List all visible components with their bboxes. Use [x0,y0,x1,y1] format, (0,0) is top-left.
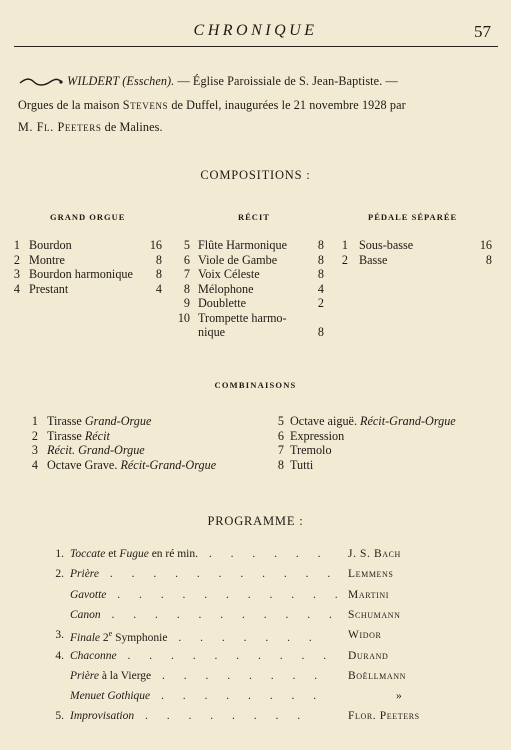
dot-leader: . . . . . . . . . . . [106,588,346,601]
intro-text: de Malines. [104,120,163,134]
work-detail: Symphonie [112,632,168,645]
page-number: 57 [474,22,491,41]
stop-number: 1 [341,238,348,252]
composer: » [396,690,403,703]
work-title: Finale [70,632,101,645]
stop-name: Basse [359,252,388,267]
stop-feet: 2 [317,296,324,310]
programme-number: 5. [55,710,64,723]
combination-item [290,443,332,458]
combination-label: Octave aiguë. [290,414,361,428]
programme-work [70,670,325,682]
combination-number: 4 [31,457,38,472]
combination-number: 1 [31,414,38,428]
composer: Schumann [348,608,401,621]
recit-heading: RÉCIT [238,212,270,222]
intro-line-3 [18,120,163,135]
combinaisons-title: COMBINAISONS [214,380,297,390]
stop-feet: 8 [155,267,162,281]
combination-item [47,458,216,473]
work-connector: à la Vierge [98,669,152,682]
programme-number: 1. [55,548,64,560]
programme-work [70,548,329,560]
stop-number: 7 [183,267,190,281]
stop-feet: 8 [317,238,324,252]
composer: Boëllmann [348,669,406,682]
stop-name: Bourdon [29,238,72,252]
combination-number: 3 [31,443,38,457]
work-title: Prière [70,669,99,682]
programme-work [70,609,340,621]
dot-leader: . . . . . . . [167,632,320,645]
stop-name: Prestant [29,281,69,296]
work-connector: et [105,548,117,560]
intro-line-2 [18,98,406,113]
combination-number: 7 [277,443,284,457]
combination-division: Grand-Orgue [84,414,152,428]
combination-label: Expression [290,428,345,443]
programme-number: 3. [55,629,64,642]
stop-feet: 8 [317,325,324,339]
stop-number: 2 [13,252,20,267]
work-title: Gavotte [70,588,107,601]
stop-feet: 4 [155,281,162,296]
stop-number: 6 [183,252,190,267]
work-title: Chaconne [70,649,117,662]
programme-number: 2. [55,568,64,581]
combination-item [47,414,151,429]
composer: Flor. Peeters [348,710,420,723]
combination-division: Récit. Grand-Orgue [47,443,145,457]
compositions-title: COMPOSITIONS : [200,168,311,182]
combination-label: Octave Grave. [47,457,121,472]
work-title: Fugue [116,548,149,560]
dot-leader: . . . . . . [198,548,329,560]
work-title: Menuet Gothique [70,690,151,703]
stop-feet: 4 [317,281,324,296]
combination-item [290,458,313,473]
intro-builder: Stevens [122,98,169,112]
composer: J. S. Bach [348,548,401,560]
dot-leader: . . . . . . . . [134,710,309,723]
stop-feet: 8 [317,252,324,267]
work-connector: 2e [100,629,113,645]
stop-feet: 16 [149,238,162,252]
dot-leader: . . . . . . . . [151,669,326,682]
composer: Lemmens [348,568,394,581]
combination-division: Récit [84,428,110,443]
stop-name: Montre [29,252,65,267]
stop-number: 1 [13,238,20,252]
programme-work [70,650,334,662]
combination-number: 8 [277,457,284,472]
programme-work [70,589,346,601]
programme-work [70,629,320,644]
combination-number: 2 [31,428,38,443]
combination-division: Récit-Grand-Orgue [120,457,217,472]
combination-number: 6 [277,428,284,443]
combination-label: Tirasse [47,414,85,428]
work-title: Canon [70,608,101,621]
dot-leader: . . . . . . . . [150,690,325,703]
combination-number: 5 [277,414,284,428]
work-title: Prière [70,568,99,581]
work-title: Improvisation [70,710,135,723]
dot-leader: . . . . . . . . . . . [98,568,339,581]
intro-place: WILDERT (Esschen). [67,74,175,88]
intro-line-1 [18,74,398,89]
combination-label: Tremolo [290,443,332,457]
programme-work [70,568,338,580]
stop-name: Sous-basse [359,238,414,252]
programme-title: PROGRAMME : [207,514,304,528]
stop-number: 3 [13,267,20,281]
work-title: Toccate [70,548,106,560]
dot-leader: . . . . . . . . . . [116,649,335,662]
intro-church: — Église Paroissiale de S. Jean-Baptiste. — [177,74,398,88]
stop-name: nique [198,325,226,339]
programme-number: 4. [55,649,64,662]
intro-text: de Duffel, inaugurées le 21 novembre 1928 par [171,98,406,112]
pedale-heading: PÉDALE SÉPARÉE [368,212,458,222]
composer: Widor [348,629,382,642]
stop-feet: 8 [485,252,492,267]
composer: Durand [348,649,389,662]
stop-name: Viole de Gambe [198,252,278,267]
running-header: CHRONIQUE [193,22,318,39]
dot-leader: . . . . . . . . . . . [100,608,340,621]
intro-text: Orgues de la maison [18,98,120,112]
stop-feet: 16 [479,238,492,252]
header-rule [14,46,498,47]
ornament-icon [18,76,64,88]
stop-name: Flûte Harmonique [198,238,288,252]
stop-number: 9 [183,296,190,310]
programme-work [70,710,308,722]
stop-number: 2 [341,252,348,267]
combination-item [290,414,456,429]
stop-name: Trompette harmo- [198,310,287,325]
combination-item [47,429,110,444]
combination-division: Récit-Grand-Orgue [360,414,456,428]
combination-label: Tirasse [47,428,85,443]
stop-number: 4 [13,281,20,296]
stop-number: 5 [183,238,190,252]
programme-work [70,690,324,702]
stop-feet: 8 [155,252,162,267]
combination-item [47,443,145,458]
stop-number: 10 [177,310,190,325]
stop-name: Voix Céleste [198,267,260,281]
intro-organist: M. Fl. Peeters [18,120,102,134]
grand-orgue-heading: GRAND ORGUE [50,212,126,222]
stop-name: Mélophone [198,281,254,296]
composer: Martini [348,588,390,601]
stop-name: Bourdon harmonique [29,267,133,281]
work-detail: en ré min. [148,548,198,560]
stop-feet: 8 [317,267,324,281]
stop-number: 8 [183,281,190,296]
combination-label: Tutti [290,457,314,472]
stop-name: Doublette [198,296,247,310]
combination-item [290,429,344,444]
